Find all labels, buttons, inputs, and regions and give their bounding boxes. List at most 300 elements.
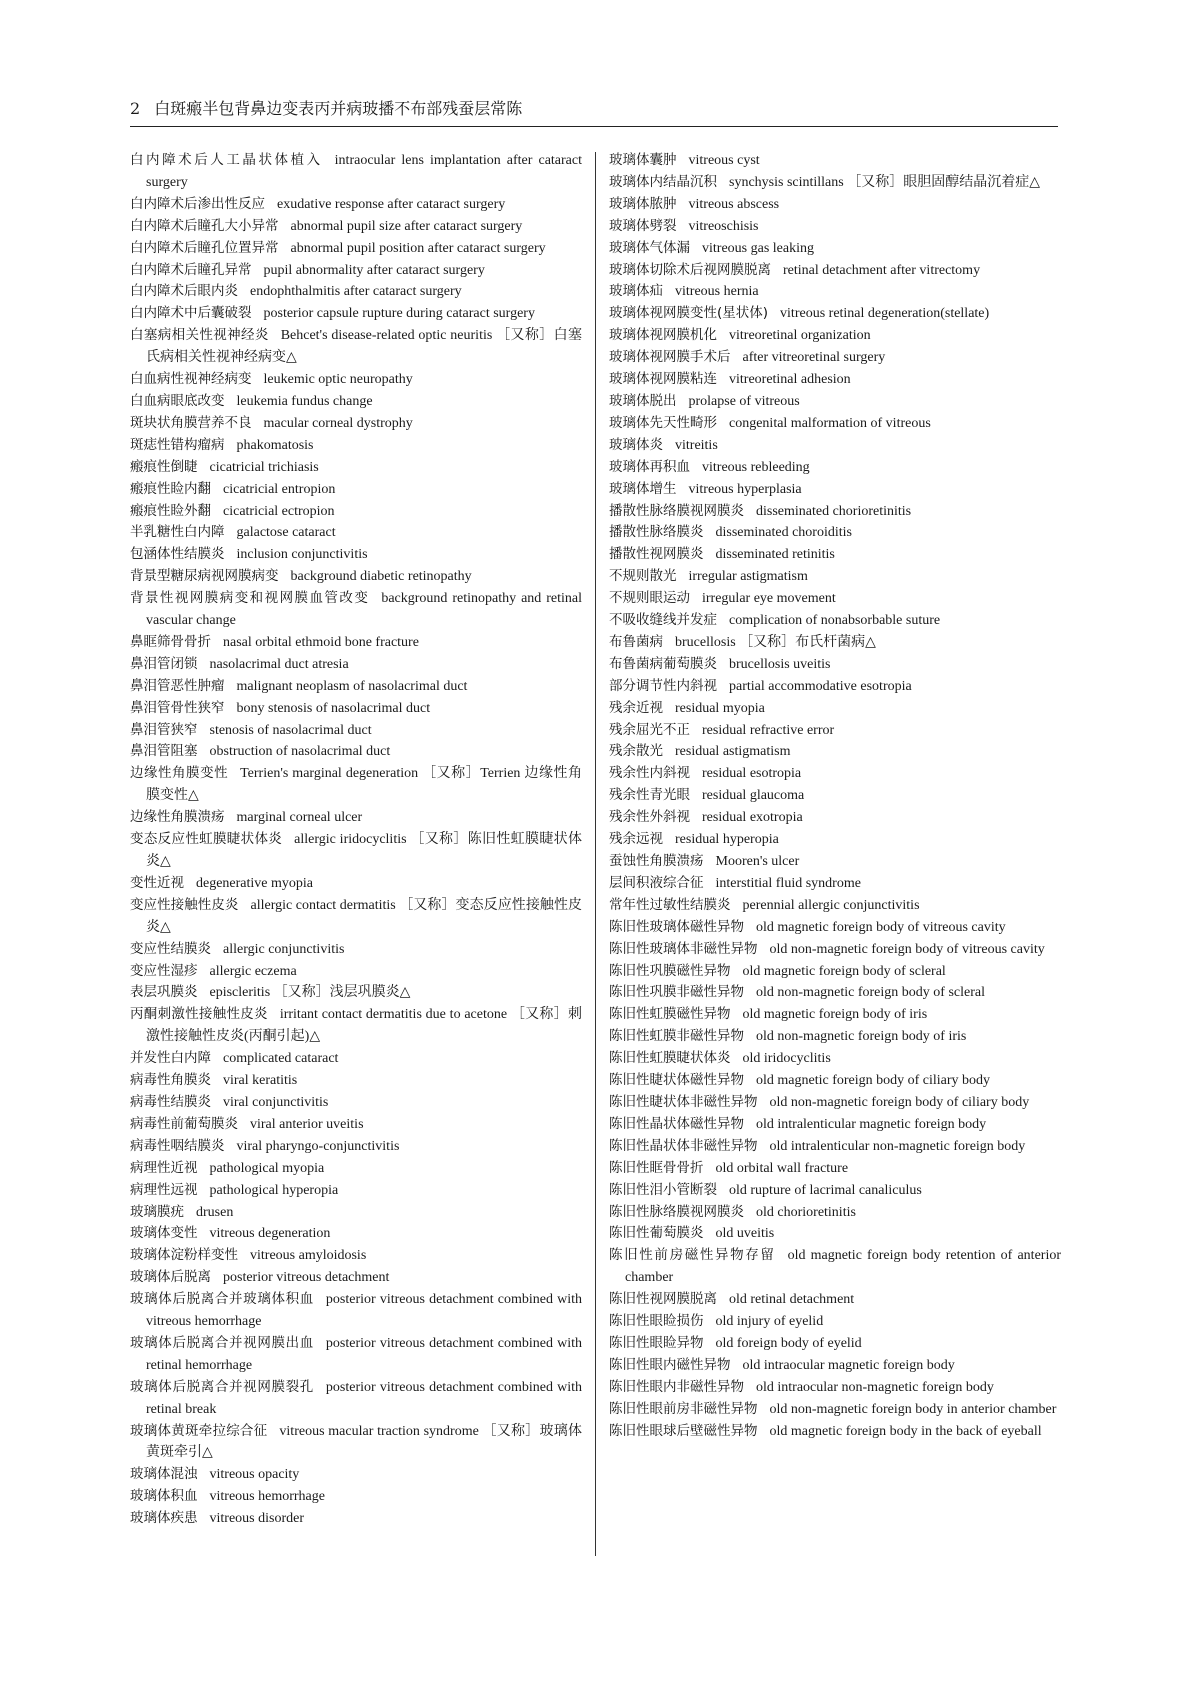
term-english: allergic eczema [209, 963, 297, 979]
term-english: exudative response after cataract surgery [277, 196, 506, 212]
term-chinese: 变态反应性虹膜睫状体炎 [130, 831, 283, 848]
term-entry [609, 1333, 1061, 1355]
term-chinese: 陈旧性葡萄膜炎 [609, 1225, 704, 1242]
term-entry [130, 566, 582, 588]
term-chinese: 玻璃体后脱离合并视网膜裂孔 [130, 1378, 314, 1395]
term-english: vitreoretinal organization [729, 328, 871, 344]
term-chinese: 陈旧性睫状体非磁性异物 [609, 1093, 758, 1110]
term-entry [609, 698, 1061, 720]
term-chinese: 半乳糖性白内障 [130, 524, 225, 541]
term-english: vitreous cyst [688, 153, 760, 168]
term-chinese: 陈旧性泪小管断裂 [609, 1181, 717, 1198]
term-entry [130, 1048, 582, 1070]
term-chinese: 陈旧性虹膜磁性异物 [609, 1006, 731, 1023]
term-entry [609, 369, 1061, 391]
term-entry [130, 522, 582, 544]
term-english: vitreous hemorrhage [209, 1489, 325, 1505]
term-entry [609, 763, 1061, 785]
term-entry [609, 785, 1061, 807]
term-chinese: 玻璃体积血 [130, 1488, 198, 1505]
term-entry [609, 1311, 1061, 1333]
term-entry [609, 720, 1061, 742]
term-english: allergic iridocyclitis ［又称］陈旧性虹膜睫状体炎△ [146, 832, 582, 869]
term-entry [609, 851, 1061, 873]
term-entry [130, 1267, 582, 1289]
term-chinese: 残余屈光不正 [609, 721, 690, 738]
term-chinese: 白内障术中后囊破裂 [130, 305, 252, 322]
term-english: pathological myopia [209, 1160, 325, 1176]
term-english: endophthalmitis after cataract surgery [250, 284, 462, 300]
term-english: residual hyperopia [675, 832, 779, 848]
term-chinese: 陈旧性巩膜非磁性异物 [609, 984, 744, 1001]
term-chinese: 鼻泪管闭锁 [130, 655, 198, 672]
term-english: old magnetic foreign body of ciliary body [756, 1073, 991, 1089]
term-chinese: 玻璃体疝 [609, 283, 663, 300]
term-english: abnormal pupil size after cataract surgery [290, 218, 523, 234]
term-english: prolapse of vitreous [688, 393, 800, 409]
term-english: vitreous rebleeding [702, 459, 810, 475]
term-chinese: 玻璃体视网膜手术后 [609, 349, 731, 366]
term-chinese: 包涵体性结膜炎 [130, 546, 225, 563]
term-entry [609, 961, 1061, 983]
term-english: pathological hyperopia [209, 1182, 339, 1198]
term-chinese: 白内障术后瞳孔异常 [130, 261, 252, 278]
page-title: 白斑瘢半包背鼻边变表丙并病玻播不布部残蚕层常陈 [154, 99, 523, 118]
term-entry [609, 1092, 1061, 1114]
term-english: old non-magnetic foreign body of ciliary body [769, 1094, 1030, 1110]
term-chinese: 层间积液综合征 [609, 874, 704, 891]
term-english: galactose cataract [236, 525, 336, 541]
term-entry [130, 1245, 582, 1267]
left-column [130, 150, 582, 1530]
term-entry [130, 1136, 582, 1158]
term-entry [609, 1114, 1061, 1136]
term-entry [609, 588, 1061, 610]
term-chinese: 变性近视 [130, 874, 184, 891]
term-english: nasolacrimal duct atresia [209, 656, 349, 672]
term-entry [130, 150, 582, 194]
term-chinese: 玻璃体再积血 [609, 458, 690, 475]
term-entry [130, 698, 582, 720]
term-chinese: 玻璃体视网膜变性(星状体) [609, 305, 769, 322]
term-entry [130, 1464, 582, 1486]
term-english: cicatricial ectropion [223, 503, 335, 519]
term-entry [130, 720, 582, 742]
term-english: old foreign body of eyelid [715, 1335, 862, 1351]
term-entry [130, 1333, 582, 1377]
term-english: old magnetic foreign body of scleral [742, 963, 946, 979]
term-chinese: 陈旧性脉络膜视网膜炎 [609, 1203, 744, 1220]
term-entry [609, 522, 1061, 544]
term-chinese: 玻璃体切除术后视网膜脱离 [609, 261, 771, 278]
term-english: residual myopia [675, 700, 765, 716]
term-chinese: 陈旧性睫状体磁性异物 [609, 1072, 744, 1089]
term-english: old non-magnetic foreign body of iris [756, 1029, 967, 1045]
term-english: posterior vitreous detachment combined with vitreous hemorrhage [146, 1292, 583, 1330]
term-chinese: 玻璃体内结晶沉积 [609, 173, 717, 190]
term-english: vitreous retinal degeneration(stellate) [780, 306, 990, 322]
term-entry [609, 1070, 1061, 1092]
term-english: viral conjunctivitis [223, 1094, 329, 1110]
term-english: irregular astigmatism [688, 569, 808, 585]
term-chinese: 常年性过敏性结膜炎 [609, 896, 731, 913]
term-english: obstruction of nasolacrimal duct [209, 744, 391, 760]
term-entry [609, 1289, 1061, 1311]
term-chinese: 丙酮刺激性接触性皮炎 [130, 1006, 268, 1023]
term-chinese: 玻璃膜疣 [130, 1203, 184, 1220]
term-entry [609, 501, 1061, 523]
term-chinese: 播散性视网膜炎 [609, 546, 704, 563]
term-entry [609, 632, 1061, 654]
term-entry [609, 238, 1061, 260]
term-entry [609, 413, 1061, 435]
term-chinese: 并发性白内障 [130, 1050, 211, 1067]
term-english: cicatricial entropion [223, 481, 336, 497]
term-chinese: 瘢痕性睑外翻 [130, 502, 211, 519]
term-chinese: 陈旧性眼内非磁性异物 [609, 1378, 744, 1395]
term-chinese: 玻璃体变性 [130, 1225, 198, 1242]
term-entry [609, 939, 1061, 961]
term-english: old magnetic foreign body of iris [742, 1007, 928, 1023]
term-entry [609, 281, 1061, 303]
term-chinese: 玻璃体囊肿 [609, 152, 677, 168]
term-chinese: 陈旧性眼睑异物 [609, 1334, 704, 1351]
term-chinese: 残余性内斜视 [609, 765, 690, 782]
term-entry [609, 1026, 1061, 1048]
term-english: Terrien's marginal degeneration ［又称］Terrien 边缘性角膜变性△ [146, 766, 582, 804]
term-chinese: 玻璃体后脱离 [130, 1269, 211, 1286]
term-chinese: 斑块状角膜营养不良 [130, 414, 252, 431]
term-english: degenerative myopia [196, 875, 314, 891]
term-chinese: 边缘性角膜溃疡 [130, 809, 225, 826]
term-chinese: 陈旧性眼球后壁磁性异物 [609, 1422, 758, 1439]
term-entry [609, 895, 1061, 917]
term-entry [130, 807, 582, 829]
term-chinese: 玻璃体视网膜机化 [609, 327, 717, 344]
term-english: old non-magnetic foreign body of vitreous cavity [769, 941, 1045, 957]
term-chinese: 蚕蚀性角膜溃疡 [609, 853, 704, 869]
term-chinese: 陈旧性眼前房非磁性异物 [609, 1400, 758, 1417]
term-entry [609, 1223, 1061, 1245]
term-chinese: 残余性外斜视 [609, 809, 690, 826]
term-chinese: 玻璃体气体漏 [609, 239, 690, 256]
term-entry [609, 1355, 1061, 1377]
term-chinese: 病毒性前葡萄膜炎 [130, 1115, 238, 1132]
term-entry [609, 676, 1061, 698]
term-chinese: 病理性远视 [130, 1181, 198, 1198]
term-entry [130, 1202, 582, 1224]
term-chinese: 病毒性角膜炎 [130, 1072, 211, 1089]
term-chinese: 病毒性咽结膜炎 [130, 1137, 225, 1154]
term-english: old iridocyclitis [742, 1051, 831, 1067]
term-chinese: 陈旧性眶骨骨折 [609, 1159, 704, 1176]
term-english: residual esotropia [702, 766, 802, 782]
term-chinese: 鼻泪管狭窄 [130, 721, 198, 738]
term-entry [130, 829, 582, 873]
term-chinese: 鼻泪管骨性狭窄 [130, 699, 225, 716]
term-english: vitreous disorder [209, 1511, 304, 1527]
term-english: leukemia fundus change [236, 393, 373, 409]
term-chinese: 玻璃体脓肿 [609, 195, 677, 212]
term-chinese: 播散性脉络膜炎 [609, 524, 704, 541]
term-entry [609, 435, 1061, 457]
term-chinese: 部分调节性内斜视 [609, 677, 717, 694]
term-chinese: 播散性脉络膜视网膜炎 [609, 502, 744, 519]
term-english: malignant neoplasm of nasolacrimal duct [236, 678, 468, 694]
term-entry [130, 303, 582, 325]
term-english: old orbital wall fracture [715, 1160, 849, 1176]
term-english: pupil abnormality after cataract surgery [263, 262, 485, 278]
term-english: old rupture of lacrimal canaliculus [729, 1182, 922, 1198]
term-english: old intralenticular magnetic foreign body [756, 1116, 987, 1132]
term-chinese: 玻璃体后脱离合并玻璃体积血 [130, 1291, 314, 1308]
term-english: vitreous degeneration [209, 1226, 331, 1242]
term-english: disseminated retinitis [715, 547, 835, 563]
term-entry [609, 172, 1061, 194]
term-chinese: 鼻泪管阻塞 [130, 743, 198, 760]
term-english: residual refractive error [702, 722, 835, 738]
term-chinese: 陈旧性玻璃体磁性异物 [609, 918, 744, 935]
term-english: old magnetic foreign body of vitreous cavity [756, 919, 1006, 935]
term-entry [130, 391, 582, 413]
term-english: old injury of eyelid [715, 1314, 824, 1330]
term-chinese: 陈旧性晶状体非磁性异物 [609, 1137, 758, 1154]
term-entry [130, 741, 582, 763]
term-chinese: 陈旧性巩膜磁性异物 [609, 962, 731, 979]
term-english: vitreous amyloidosis [250, 1248, 367, 1264]
term-entry [130, 413, 582, 435]
term-entry [130, 1223, 582, 1245]
term-entry [609, 391, 1061, 413]
term-entry [130, 194, 582, 216]
term-chinese: 玻璃体增生 [609, 480, 677, 497]
term-entry [130, 1508, 582, 1530]
term-english: viral anterior uveitis [250, 1116, 364, 1132]
term-english: old uveitis [715, 1226, 775, 1242]
term-chinese: 玻璃体疾患 [130, 1510, 198, 1527]
term-entry [130, 544, 582, 566]
term-entry [130, 1421, 582, 1465]
term-chinese: 残余远视 [609, 831, 663, 848]
term-english: old intralenticular non-magnetic foreign body [769, 1138, 1026, 1154]
term-english: perennial allergic conjunctivitis [742, 897, 920, 913]
term-chinese: 白内障术后眼内炎 [130, 283, 238, 300]
term-chinese: 陈旧性晶状体磁性异物 [609, 1115, 744, 1132]
term-entry [130, 325, 582, 369]
term-chinese: 不规则眼运动 [609, 590, 690, 607]
term-english: drusen [196, 1204, 234, 1220]
term-english: macular corneal dystrophy [263, 415, 413, 431]
term-chinese: 不规则散光 [609, 568, 677, 585]
term-entry [609, 544, 1061, 566]
term-chinese: 白内障术后人工晶状体植入 [130, 152, 323, 168]
term-english: posterior vitreous detachment combined with retinal hemorrhage [146, 1335, 583, 1373]
term-chinese: 陈旧性视网膜脱离 [609, 1291, 717, 1308]
term-chinese: 玻璃体黄斑牵拉综合征 [130, 1422, 268, 1439]
term-entry [130, 260, 582, 282]
term-entry [130, 1114, 582, 1136]
term-chinese: 背景型糖尿病视网膜病变 [130, 568, 279, 585]
term-entry [130, 1092, 582, 1114]
term-entry [609, 303, 1061, 325]
term-chinese: 玻璃体炎 [609, 436, 663, 453]
term-chinese: 玻璃体视网膜粘连 [609, 371, 717, 388]
term-chinese: 残余近视 [609, 699, 663, 716]
term-english: interstitial fluid syndrome [715, 875, 861, 891]
term-english: old non-magnetic foreign body in anterior chamber [769, 1401, 1057, 1417]
term-chinese: 病毒性结膜炎 [130, 1093, 211, 1110]
term-english: vitreous hyperplasia [688, 481, 802, 497]
right-column [609, 150, 1061, 1442]
term-chinese: 陈旧性虹膜睫状体炎 [609, 1050, 731, 1067]
term-chinese: 鼻眶筛骨骨折 [130, 633, 211, 650]
term-english: partial accommodative esotropia [729, 678, 912, 694]
term-chinese: 玻璃体淀粉样变性 [130, 1247, 238, 1264]
term-english: vitreitis [675, 437, 718, 453]
term-entry [609, 829, 1061, 851]
term-entry [130, 435, 582, 457]
term-english: vitreous abscess [688, 196, 780, 212]
term-chinese: 白内障术后瞳孔位置异常 [130, 239, 279, 256]
term-chinese: 白内障术后渗出性反应 [130, 195, 265, 212]
term-english: posterior vitreous detachment [223, 1270, 390, 1286]
term-entry [130, 895, 582, 939]
term-entry [609, 610, 1061, 632]
term-entry [609, 479, 1061, 501]
term-english: background retinopathy and retinal vascular change [146, 591, 583, 629]
term-entry [609, 457, 1061, 479]
term-entry [609, 347, 1061, 369]
term-chinese: 陈旧性虹膜非磁性异物 [609, 1028, 744, 1045]
page-number: 2 [130, 99, 141, 118]
term-entry [609, 807, 1061, 829]
term-entry [130, 479, 582, 501]
term-chinese: 鼻泪管恶性肿瘤 [130, 677, 225, 694]
term-entry [130, 457, 582, 479]
term-chinese: 不吸收缝线并发症 [609, 612, 717, 629]
term-chinese: 玻璃体先天性畸形 [609, 414, 717, 431]
term-chinese: 残余性青光眼 [609, 787, 690, 804]
term-entry [609, 741, 1061, 763]
term-chinese: 瘢痕性睑内翻 [130, 480, 211, 497]
term-english: disseminated chorioretinitis [756, 503, 912, 519]
term-english: vitreous hernia [675, 284, 759, 300]
term-english: nasal orbital ethmoid bone fracture [223, 634, 419, 650]
term-entry [130, 501, 582, 523]
term-english: background diabetic retinopathy [290, 569, 472, 585]
term-english: old magnetic foreign body retention of anterior chamber [625, 1248, 1061, 1286]
term-chinese: 玻璃体后脱离合并视网膜出血 [130, 1334, 314, 1351]
term-chinese: 变应性湿疹 [130, 962, 198, 979]
term-chinese: 布鲁菌病 [609, 633, 663, 650]
term-entry [130, 1486, 582, 1508]
term-chinese: 陈旧性眼睑损伤 [609, 1313, 704, 1330]
term-entry [130, 654, 582, 676]
term-entry [609, 873, 1061, 895]
term-english: brucellosis uveitis [729, 656, 831, 672]
term-entry [609, 982, 1061, 1004]
term-english: old magnetic foreign body in the back of eyeball [769, 1423, 1042, 1439]
term-entry [130, 1004, 582, 1048]
term-chinese: 玻璃体混浊 [130, 1466, 198, 1483]
term-english: after vitreoretinal surgery [742, 350, 886, 366]
term-chinese: 白血病眼底改变 [130, 392, 225, 409]
term-chinese: 陈旧性眼内磁性异物 [609, 1356, 731, 1373]
term-entry [609, 216, 1061, 238]
term-chinese: 病理性近视 [130, 1159, 198, 1176]
term-entry [609, 150, 1061, 172]
term-entry [609, 1004, 1061, 1026]
term-chinese: 残余散光 [609, 743, 663, 760]
term-english: posterior capsule rupture during cataract surgery [263, 306, 535, 322]
term-entry [609, 194, 1061, 216]
term-english: retinal detachment after vitrectomy [783, 262, 981, 278]
term-entry [609, 260, 1061, 282]
term-entry [609, 1048, 1061, 1070]
term-chinese: 变应性接触性皮炎 [130, 896, 239, 913]
term-english: inclusion conjunctivitis [236, 547, 368, 563]
term-entry [130, 961, 582, 983]
term-entry [130, 1377, 582, 1421]
term-entry [609, 654, 1061, 676]
term-english: old intraocular magnetic foreign body [742, 1357, 955, 1373]
term-entry [130, 1289, 582, 1333]
term-english: irregular eye movement [702, 591, 836, 607]
term-english: posterior vitreous detachment combined with retinal break [146, 1379, 583, 1417]
term-english: allergic contact dermatitis ［又称］变态反应性接触性皮炎△ [146, 897, 582, 935]
term-chinese: 白血病性视神经病变 [130, 371, 252, 388]
term-entry [609, 1180, 1061, 1202]
term-english: abnormal pupil position after cataract surgery [290, 240, 546, 256]
term-english: vitreoschisis [688, 218, 759, 234]
term-entry [130, 676, 582, 698]
term-chinese: 变应性结膜炎 [130, 940, 211, 957]
term-entry [130, 1158, 582, 1180]
term-english: episcleritis ［又称］浅层巩膜炎△ [209, 985, 411, 1001]
term-english: viral keratitis [223, 1073, 298, 1089]
term-english: residual glaucoma [702, 788, 805, 804]
term-english: synchysis scintillans ［又称］眼胆固醇结晶沉着症△ [729, 174, 1040, 190]
term-chinese: 表层巩膜炎 [130, 984, 198, 1001]
term-entry [609, 1158, 1061, 1180]
term-english: allergic conjunctivitis [223, 941, 345, 957]
term-english: cicatricial trichiasis [209, 459, 319, 475]
term-english: old intraocular non-magnetic foreign body [756, 1379, 994, 1395]
term-english: irritant contact dermatitis due to acetone ［又称］刺激性接触性皮炎(丙酮引起)△ [146, 1007, 583, 1045]
term-chinese: 玻璃体脱出 [609, 392, 677, 409]
term-english: Behcet's disease-related optic neuritis ［又称］白塞氏病相关性视神经病变△ [146, 328, 583, 366]
term-english: leukemic optic neuropathy [263, 372, 413, 388]
term-english: complicated cataract [223, 1051, 339, 1067]
term-chinese: 白内障术后瞳孔大小异常 [130, 217, 279, 234]
term-entry [130, 1070, 582, 1092]
term-chinese: 布鲁菌病葡萄膜炎 [609, 655, 717, 672]
term-chinese: 陈旧性前房磁性异物存留 [609, 1247, 776, 1264]
term-entry [130, 939, 582, 961]
term-chinese: 背景性视网膜病变和视网膜血管改变 [130, 590, 370, 607]
term-entry [609, 917, 1061, 939]
term-english: disseminated choroiditis [715, 525, 852, 541]
term-chinese: 边缘性角膜变性 [130, 765, 229, 782]
term-chinese: 白塞病相关性视神经炎 [130, 327, 269, 344]
term-chinese: 瘢痕性倒睫 [130, 458, 198, 475]
term-entry [609, 1202, 1061, 1224]
term-entry [130, 763, 582, 807]
term-english: old non-magnetic foreign body of scleral [756, 985, 985, 1001]
term-entry [130, 588, 582, 632]
term-entry [609, 1377, 1061, 1399]
term-english: complication of nonabsorbable suture [729, 613, 941, 629]
